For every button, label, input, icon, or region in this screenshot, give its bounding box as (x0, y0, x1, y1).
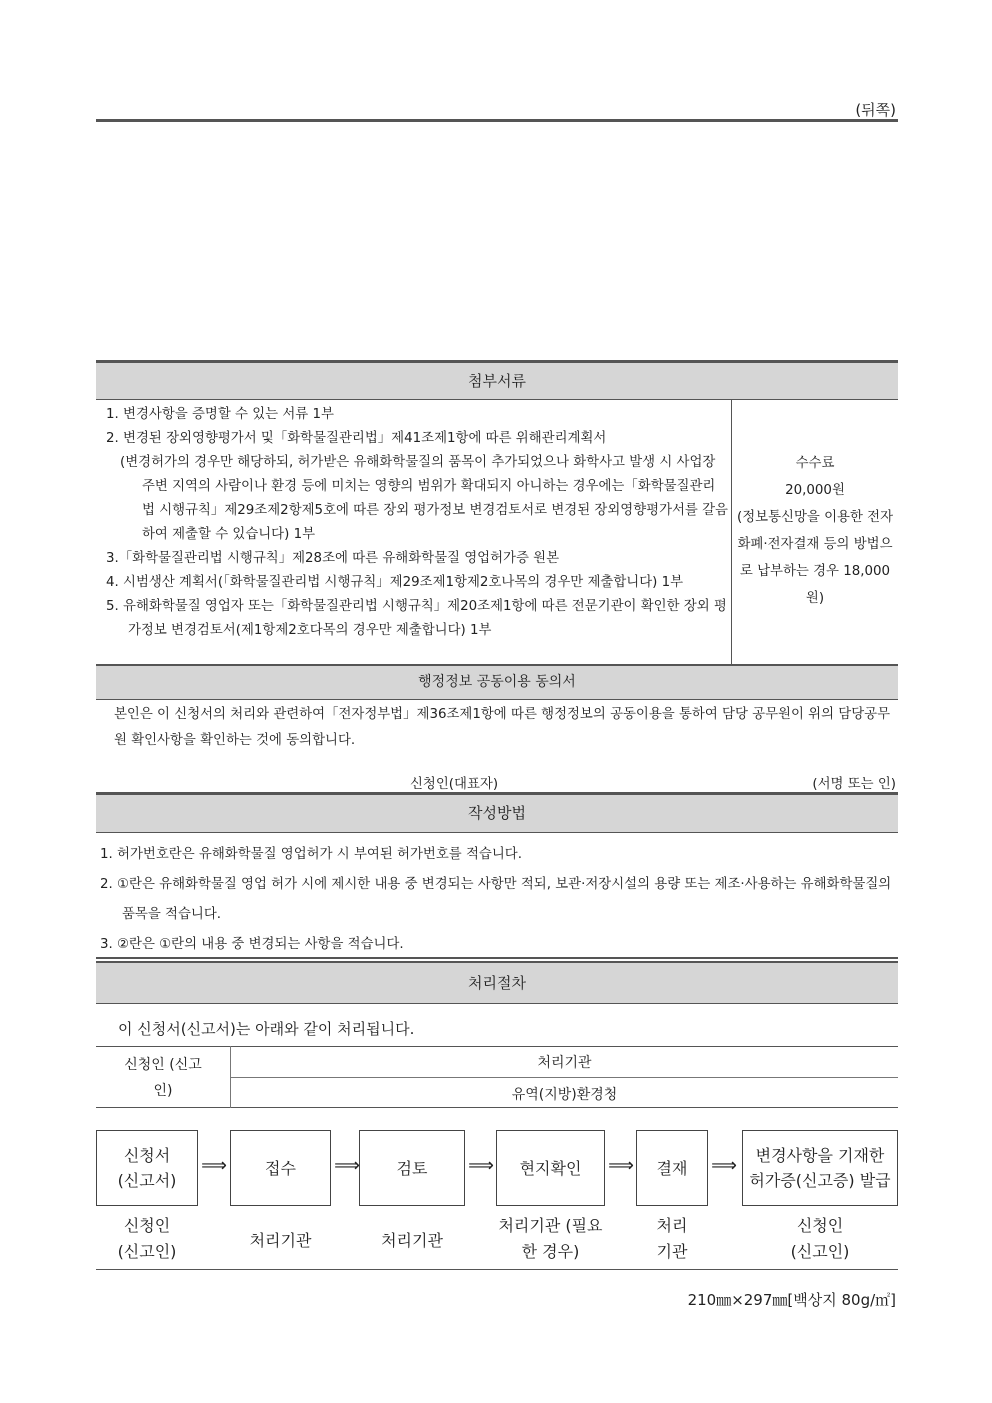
procedure-header (96, 961, 898, 1004)
signature-label: (서명 또는 인) (812, 777, 896, 792)
attachment-item-5: 5. 유해화학물질 영업자 또는「화학물질관리법 시행규칙」제20조제1항에 따른 전문기관이 확인한 장외 평가정보 변경검토서(제1항제2호다목의 경우만 제출합니다) 1부 (106, 599, 727, 638)
paper-spec: 210㎜×297㎜[백상지 80g/㎡] (687, 1291, 896, 1309)
org-applicant-cell (96, 1052, 230, 1104)
attachment-item-4: 4. 시범생산 계획서(「화학물질관리법 시행규칙」제29조제1항제2호나목의 경우만 제출합니다) 1부 (106, 575, 684, 590)
flow-step-issue (742, 1130, 898, 1206)
flow-actor: 처리기관 (381, 1231, 443, 1250)
procedure-title: 처리절차 (468, 974, 526, 992)
flow-arrow-icon: ⟹ (334, 1155, 360, 1176)
flow-actor: 처리기관 (249, 1231, 312, 1250)
flow-step-label: 현지확인 (519, 1158, 582, 1178)
flow-bottom-rule (96, 1269, 898, 1270)
org-table-mid-rule (231, 1077, 898, 1078)
flow-step-label: 결재 (656, 1158, 688, 1178)
flow-arrow-icon: ⟹ (608, 1155, 634, 1176)
flow-actor: 신청인 (신고인) (790, 1216, 850, 1261)
top-rule (96, 119, 898, 122)
org-applicant-label: 신청인 (신고인) (124, 1057, 202, 1099)
flow-actor-cell (490, 1213, 611, 1265)
flow-step-receipt (230, 1130, 331, 1206)
flow-actor-cell (742, 1213, 898, 1265)
procedure-intro: 이 신청서(신고서)는 아래와 같이 처리됩니다. (118, 1020, 415, 1038)
admin-consent-header (96, 664, 898, 700)
flow-step-review (359, 1130, 465, 1206)
fee-note: (정보통신망을 이용한 전자화폐·전자결재 등의 방법으로 납부하는 경우 18,000원) (736, 510, 894, 606)
attachments-header (96, 360, 898, 400)
page-side-label: (뒤쪽) (855, 101, 896, 119)
admin-consent-title: 행정정보 공동이용 동의서 (418, 674, 576, 690)
applicant-label: 신청인(대표자) (410, 777, 499, 792)
admin-consent-text: 본인은 이 신청서의 처리와 관련하여「전자정부법」제36조제1항에 따른 행정정보의 공동이용을 통하여 담당 공무원이 위의 담당공무원 확인사항을 확인하는 것에 동의합니다. (114, 707, 891, 748)
flow-step-site-check (496, 1130, 605, 1206)
flow-step-label: 변경사항을 기재한 허가증(신고증) 발급 (749, 1146, 891, 1190)
instruction-item-3: 3. ②란은 ①란의 내용 중 변경되는 사항을 적습니다. (100, 937, 404, 952)
fee-column (733, 450, 897, 612)
instruction-item-1: 1. 허가번호란은 유해화학물질 영업허가 시 부여된 허가번호를 적습니다. (100, 847, 522, 862)
flow-step-approval (636, 1130, 708, 1206)
instructions-header (96, 792, 898, 833)
fee-amount: 20,000원 (785, 483, 845, 498)
flow-actor: 신청인 (신고인) (117, 1216, 177, 1261)
attachment-item-3: 3.「화학물질관리법 시행규칙」제28조에 따른 유해화학물질 영업허가증 원본 (106, 551, 560, 566)
flow-actor-cell (636, 1213, 708, 1265)
flow-arrow-icon: ⟹ (468, 1155, 494, 1176)
org-agency-header: 처리기관 (537, 1055, 592, 1071)
attachments-title: 첨부서류 (468, 372, 526, 390)
attachment-item-2-note: (변경허가의 경우만 해당하되, 허가받은 유해화학물질의 품목이 추가되었으나 화학사고 발생 시 사업장 주변 지역의 사람이나 환경 등에 미치는 영향의 범위가 확대되지 아니하는 경우에는「화학물질관리법 시행규칙」제29조제2항제5호에 따른 장외 평가정보 변경검토서로 변경된 장외영향평가서를 갈음하여 제출할 수 있습니다) 1부 (120, 455, 728, 542)
instructions-title: 작성방법 (468, 804, 526, 822)
flow-step-application (96, 1130, 198, 1206)
flow-actor-cell (96, 1213, 198, 1265)
flow-arrow-icon: ⟹ (201, 1155, 227, 1176)
instructions-list (100, 840, 896, 960)
instruction-item-2: 2. ①란은 유해화학물질 영업 허가 시에 제시한 내용 중 변경되는 사항만 적되, 보관·저장시설의 용량 또는 제조·사용하는 유해화학물질의 품목을 적습니다. (100, 877, 892, 922)
attachments-divider (731, 399, 732, 665)
flow-actor: 처리기관 (필요한 경우) (498, 1216, 603, 1261)
attachment-item-1: 1. 변경사항을 증명할 수 있는 서류 1부 (106, 407, 334, 422)
flow-step-label: 신청서 (신고서) (117, 1146, 177, 1190)
procedure-double-rule (96, 957, 898, 959)
org-table-top-rule (96, 1046, 898, 1047)
attachment-item-2: 2. 변경된 장외영향평가서 및「화학물질관리법」제41조제1항에 따른 위해관리계획서 (106, 431, 607, 446)
fee-label: 수수료 (795, 456, 835, 471)
flow-actor: 처리 기관 (656, 1216, 688, 1261)
flow-step-label: 접수 (265, 1158, 296, 1178)
attachments-list (106, 403, 728, 643)
org-table-bottom-rule (96, 1107, 898, 1108)
flow-arrow-icon: ⟹ (711, 1155, 737, 1176)
flow-step-label: 검토 (396, 1158, 428, 1178)
org-agency-value: 유역(지방)환경청 (511, 1087, 618, 1103)
